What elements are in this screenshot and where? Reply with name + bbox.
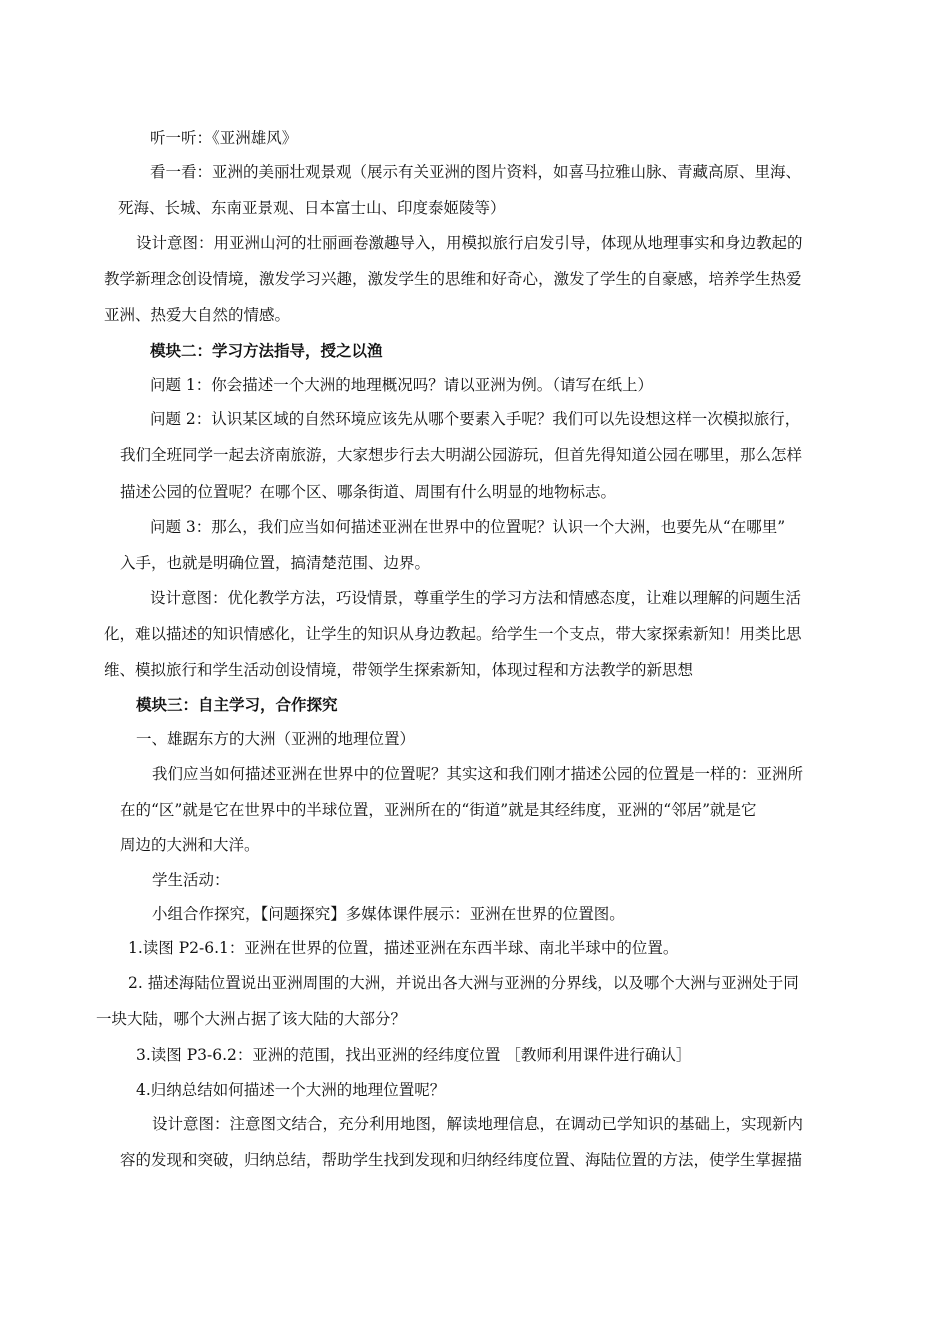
line-activity: 学生活动： [152,871,230,889]
line-design-1c: 亚洲、热爱大自然的情感。 [104,306,291,324]
line-question-2b: 我们全班同学一起去济南旅游，大家想步行去大明湖公园游玩，但首先得知道公园在哪里，那么怎样 [120,446,803,464]
line-look-cont: 死海、长城、东南亚景观、日本富士山、印度泰姬陵等） [118,199,506,217]
line-item-2b: 一块大陆，哪个大洲占据了该大陆的大部分？ [96,1010,407,1028]
line-item-1: 1.读图 P2-6.1：亚洲在世界的位置，描述亚洲在东西半球、南北半球中的位置。 [128,939,679,957]
line-design-1b: 教学新理念创设情境，激发学习兴趣，激发学生的思维和好奇心，激发了学生的自豪感，培养学生热爱 [104,270,802,288]
line-item-2: 2. 描述海陆位置说出亚洲周围的大洲，并说出各大洲与亚洲的分界线，以及哪个大洲与亚洲处于同 [128,974,799,992]
line-position-c: 周边的大洲和大洋。 [120,836,260,854]
line-design-3: 设计意图：注意图文结合，充分利用地图，解读地理信息，在调动已学知识的基础上，实现新内 [152,1115,804,1133]
line-design-3b: 容的发现和突破，归纳总结，帮助学生找到发现和归纳经纬度位置、海陆位置的方法，使学生掌握描 [120,1151,803,1169]
line-question-3b: 入手，也就是明确位置，搞清楚范围、边界。 [120,554,431,572]
line-design-1: 设计意图：用亚洲山河的壮丽画卷激趣导入，用模拟旅行启发引导，体现从地理事实和身边教起的 [136,234,803,252]
line-design-2b: 化，难以描述的知识情感化，让学生的知识从身边教起。给学生一个支点，带大家探索新知！用类比思 [104,625,802,643]
heading-module-2: 模块二：学习方法指导，授之以渔 [150,342,383,360]
line-design-2: 设计意图：优化教学方法，巧设情景，尊重学生的学习方法和情感态度，让难以理解的问题生活 [150,589,802,607]
line-design-2c: 维、模拟旅行和学生活动创设情境，带领学生探索新知，体现过程和方法教学的新思想 [104,661,694,679]
line-item-4: 4.归纳总结如何描述一个大洲的地理位置呢？ [136,1081,446,1099]
line-look: 看一看：亚洲的美丽壮观景观（展示有关亚洲的图片资料，如喜马拉雅山脉、青藏高原、里海、 [150,163,802,181]
heading-module-3: 模块三：自主学习，合作探究 [136,696,338,714]
line-question-2: 问题 2：认识某区域的自然环境应该先从哪个要素入手呢？我们可以先设想这样一次模拟旅行， [150,410,801,428]
line-listen: 听一听：《亚洲雄风》 [150,129,298,147]
line-section-1: 一、雄踞东方的大洲（亚洲的地理位置） [136,730,416,748]
line-question-2c: 描述公园的位置呢？在哪个区、哪条街道、周围有什么明显的地物标志。 [120,483,617,501]
line-group: 小组合作探究，【问题探究】多媒体课件展示：亚洲在世界的位置图。 [152,905,625,923]
line-question-1: 问题 1：你会描述一个大洲的地理概况吗？请以亚洲为例。（请写在纸上） [150,376,654,394]
line-question-3: 问题 3：那么，我们应当如何描述亚洲在世界中的位置呢？认识一个大洲，也要先从“在哪里” [150,518,786,536]
line-position: 我们应当如何描述亚洲在世界中的位置呢？其实这和我们刚才描述公园的位置是一样的：亚洲所 [152,765,804,783]
line-position-b: 在的“区”就是它在世界中的半球位置，亚洲所在的“街道”就是其经纬度，亚洲的“邻居”就是它 [120,801,757,819]
line-item-3: 3.读图 P3-6.2：亚洲的范围，找出亚洲的经纬度位置 ［教师利用课件进行确认］ [136,1046,692,1064]
